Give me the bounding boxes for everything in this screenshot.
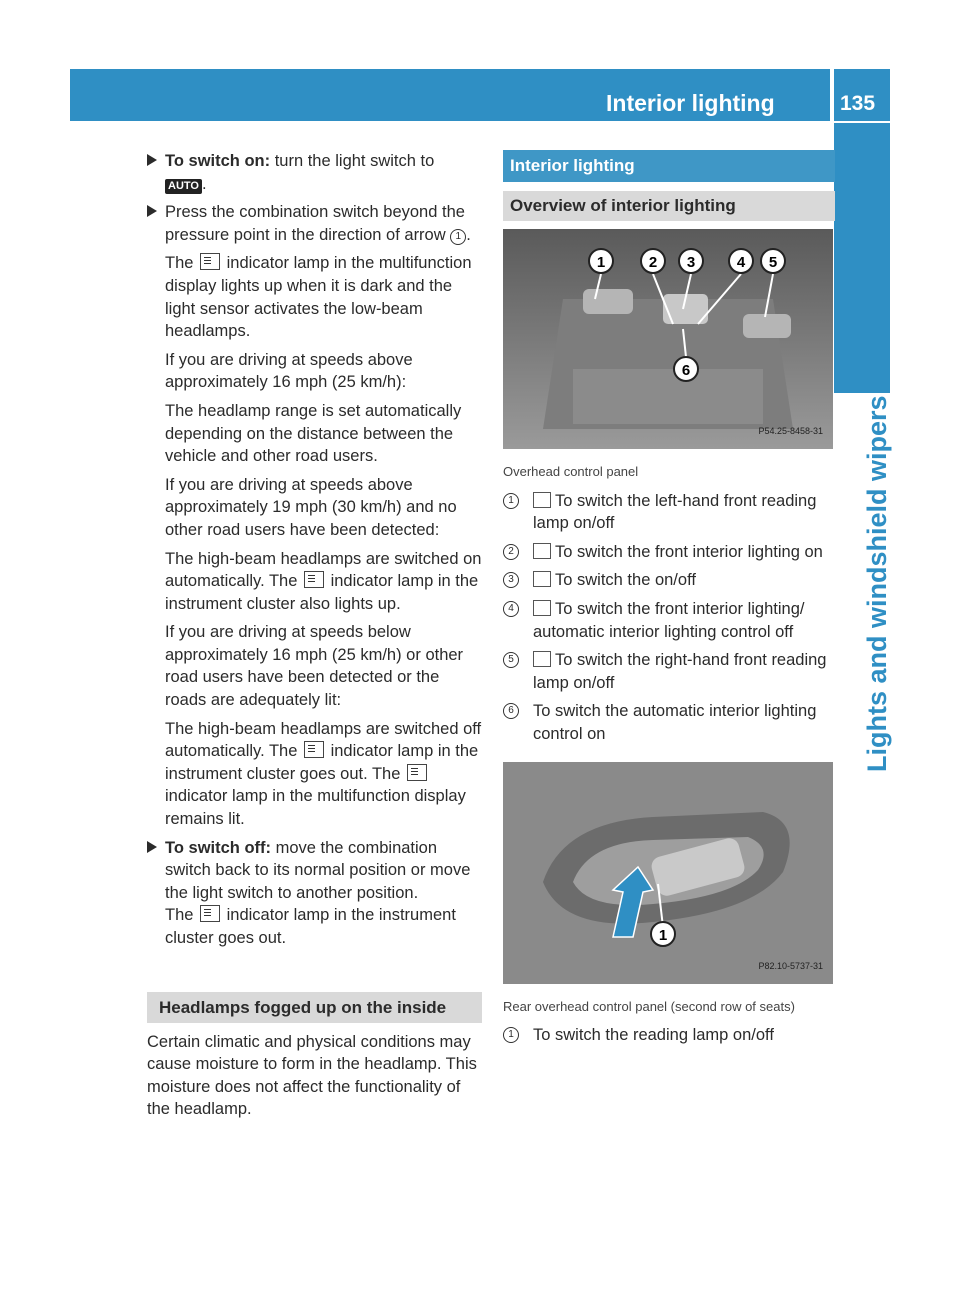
reading-lamp-icon (533, 651, 551, 667)
legend-item: 1 To switch the reading lamp on/off (503, 1024, 835, 1047)
section-label: Lights and windshield wipers (862, 395, 892, 772)
step-arrow-icon (147, 205, 157, 217)
step-arrow-icon (147, 154, 157, 166)
svg-text:1: 1 (658, 926, 668, 944)
legend-item: 1 To switch the left-hand front reading lamp on/off (503, 490, 835, 535)
callout-1-icon (651, 922, 675, 946)
svg-text:3: 3 (686, 254, 696, 271)
right-column (503, 150, 835, 1047)
photo-credit: P82.10-5737-31 (758, 960, 823, 971)
svg-text:1: 1 (596, 254, 606, 271)
legend-item: 3 To switch the on/off (503, 569, 835, 592)
step-press-switch: Press the combination switch beyond the pressure point in the direction of arrow 1 . (147, 201, 482, 246)
legend-item: 5 To switch the right-hand front reading lamp on/off (503, 649, 835, 694)
overhead-panel-photo (503, 229, 833, 449)
callout-5-icon: 5 (503, 652, 519, 668)
section-heading: Headlamps fogged up on the inside (147, 992, 482, 1023)
svg-text:4: 4 (736, 254, 746, 271)
legend-item: 2 To switch the front interior lighting on (503, 541, 835, 564)
photo-caption: Overhead control panel (503, 464, 639, 479)
callout-1-icon: 1 (503, 493, 519, 509)
svg-text:2: 2 (648, 254, 658, 271)
callout-4-icon (729, 249, 753, 273)
section-banner: Interior lighting (503, 150, 835, 182)
step-switch-off: To switch off: move the combination switch back to its normal position or move the light switch to another position. The indicator lamp in the instrument cluster goes out. (147, 837, 482, 950)
lamp-toggle-icon (533, 571, 551, 587)
callout-5-icon (761, 249, 785, 273)
callout-2-icon: 2 (503, 544, 519, 560)
photo-credit: P54.25-8458-31 (758, 426, 823, 437)
callout-1-icon: 1 (450, 229, 466, 245)
side-tab (834, 123, 890, 393)
legend-item: 6 To switch the automatic interior lighting control on (503, 700, 835, 745)
page-title: Interior lighting (606, 90, 775, 116)
headlamp-assist-icon (200, 253, 220, 270)
fog-paragraph: Certain climatic and physical conditions may cause moisture to form in the headlamp. This moisture does not affect the functionality of the headlamp. (147, 1032, 477, 1119)
callout-1-icon (589, 249, 613, 273)
callout-1-icon: 1 (503, 1027, 519, 1043)
callout-3-icon (679, 249, 703, 273)
callout-4-icon: 4 (503, 601, 519, 617)
left-column: To switch on: turn the light switch to AUTO . Press the combination switch beyond the pressure point in the direction of arrow 1 . The indicator lamp in the multifunction display lights up when it is dark and the light sensor activates the low-beam headlamps. If you are driving at speeds above approximately 16 mph (25 km/h): The headlamp range is set automatically depending on the distance between the vehicle and other road users. If you are driving at speeds above approximately 19 mph (30 km/h) and no other road users have been detected: The high-beam headlamps are switched on automatically. The indicator lamp in the instrument cluster also lights up. If you are driving at speeds below approximately 16 mph (25 km/h) or other road users have been detected or the roads are adequately lit: The high-beam headlamps are switched off automatically. The indicator lamp in the instrument cluster goes out. The indicator lamp in the multifunction display remains lit. To switch off: move the combination switch back to its normal position or move the light switch to another position. The indicator lamp in the instrument cluster goes out. Headlamps fogged up on the inside Certain climatic and physical conditions may cause moisture to form in the headlamp. This moisture does not affect the functionality of the headlamp. (147, 150, 482, 1121)
step-arrow-icon (147, 841, 157, 853)
callout-6-icon: 6 (503, 703, 519, 719)
page-number: 135 (840, 92, 876, 115)
auto-key-icon: AUTO (165, 179, 202, 194)
callout-6-icon (674, 357, 698, 381)
step-switch-on: To switch on: turn the light switch to AUTO . (147, 150, 482, 195)
reading-lamp-icon (533, 492, 551, 508)
headlamp-assist-icon (407, 764, 427, 781)
high-beam-icon (304, 571, 324, 588)
headlamp-assist-icon (200, 905, 220, 922)
callout-3-icon: 3 (503, 572, 519, 588)
rear-panel-photo (503, 762, 833, 984)
subsection-banner: Overview of interior lighting (503, 191, 835, 221)
high-beam-icon (304, 741, 324, 758)
svg-text:5: 5 (768, 254, 778, 271)
legend-item: 4 To switch the front interior lighting/ automatic interior lighting control off (503, 598, 835, 643)
photo-caption: Rear overhead control panel (second row of seats) (503, 998, 795, 1014)
interior-light-icon (533, 543, 551, 559)
svg-text:6: 6 (681, 362, 691, 379)
callout-2-icon (641, 249, 665, 273)
interior-light-off-icon (533, 600, 551, 616)
